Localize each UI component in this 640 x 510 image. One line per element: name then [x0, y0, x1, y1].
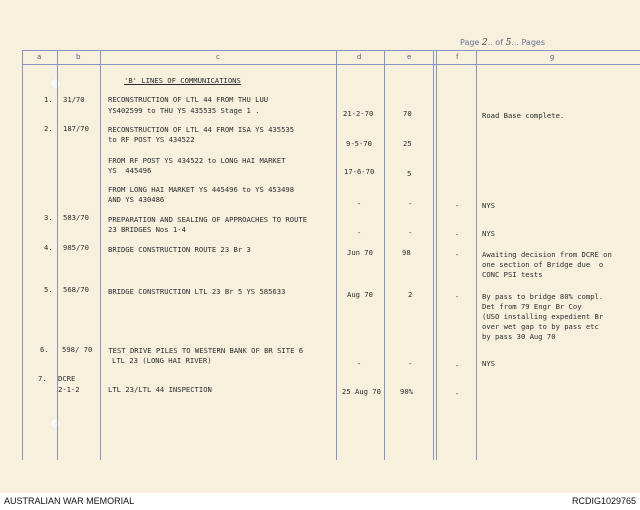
- row-5-remarks-line-5: by pass 30 Aug 70: [482, 332, 556, 341]
- row-3-percent: -: [408, 228, 413, 237]
- row-7-number: 7.: [38, 374, 47, 383]
- row-2-number: 2.: [44, 124, 53, 133]
- column-header-f: f: [456, 53, 459, 61]
- row-2-percent: 25: [403, 139, 412, 148]
- row-3-number: 3.: [44, 213, 53, 222]
- row-6-col-f: -: [455, 361, 460, 370]
- punch-hole-bottom: [50, 418, 61, 429]
- row-4-date: Jun 70: [347, 248, 373, 257]
- row-6-percent: -: [408, 359, 413, 368]
- row-5-ref: 568/70: [63, 285, 89, 294]
- row-2c-desc-line-2: AND YS 430486: [108, 195, 165, 204]
- row-6-desc-line-2: LTL 23 (LONG HAI RIVER): [112, 356, 212, 365]
- row-2-desc-line-1: RECONSTRUCTION OF LTL 44 FROM ISA YS 435535: [108, 125, 295, 134]
- row-3-remarks-line-1: NYS: [482, 229, 495, 238]
- row-2-ref: 187/70: [63, 124, 89, 133]
- row-6-desc-line-1: TEST DRIVE PILES TO WESTERN BANK OF BR SITE 6: [104, 346, 304, 355]
- row-5-desc-line-1: BRIDGE CONSTRUCTION LTL 23 Br 5 YS 585633: [108, 287, 286, 296]
- row-2c-date: -: [357, 199, 362, 208]
- column-line-b: [57, 50, 58, 460]
- row-1-ref: 31/70: [63, 95, 85, 104]
- row-5-remarks-line-2: Det from 79 Engr Br Coy: [482, 302, 582, 311]
- footer-archive-name: AUSTRALIAN WAR MEMORIAL: [4, 496, 135, 506]
- row-2b-percent: 5: [407, 169, 412, 178]
- page-of: of: [495, 38, 504, 47]
- row-3-ref: 583/70: [63, 213, 89, 222]
- row-2c-desc-line-1: FROM LONG HAI MARKET YS 445496 to YS 453498: [108, 185, 295, 194]
- row-7-percent: 90%: [400, 387, 413, 396]
- row-3-desc-line-1: PREPARATION AND SEALING OF APPROACHES TO ROUTE: [108, 215, 308, 224]
- row-4-remarks-line-3: CONC PSI tests: [482, 270, 543, 279]
- row-2-desc-line-2: to RF POST YS 434522: [108, 135, 195, 144]
- row-2c-remarks-line-1: NYS: [482, 201, 495, 210]
- row-1-date: 21-2-70: [343, 109, 374, 118]
- row-7-date: 25 Aug 70: [342, 387, 381, 396]
- row-7-desc-line-1: LTL 23/LTL 44 INSPECTION: [108, 385, 212, 394]
- row-1-desc-line-2: YS402599 to THU YS 435535 Stage 1 .: [108, 106, 260, 115]
- row-4-number: 4.: [44, 243, 53, 252]
- column-header-g: g: [550, 53, 555, 61]
- row-6-date: -: [357, 359, 362, 368]
- row-6-ref: 598/ 70: [62, 345, 93, 354]
- column-line-g: [476, 50, 477, 460]
- column-line-f2: [436, 50, 437, 460]
- row-2c-percent: -: [408, 199, 413, 208]
- row-3-col-f: -: [455, 230, 460, 239]
- row-4-remarks-line-2: one section of Bridge due o: [482, 260, 604, 269]
- row-5-remarks-line-3: (USO installing expedient Br: [482, 312, 604, 321]
- column-header-b: b: [76, 53, 81, 61]
- column-header-d: d: [357, 53, 362, 61]
- row-4-percent: 98: [402, 248, 411, 257]
- column-line-e: [384, 50, 385, 460]
- row-7-col-f: -: [455, 389, 460, 398]
- row-6-number: 6.: [40, 345, 49, 354]
- column-line-d: [336, 50, 337, 460]
- column-line-c: [100, 50, 101, 460]
- column-header-c: c: [216, 53, 220, 61]
- column-header-e: e: [407, 53, 412, 61]
- row-5-remarks-line-1: By pass to bridge 80% compl.: [482, 292, 604, 301]
- row-4-remarks-line-1: Awaiting decision from DCRE on: [482, 250, 612, 259]
- row-3-date: -: [357, 228, 362, 237]
- page-number: 2: [481, 38, 488, 48]
- row-5-col-f: -: [455, 292, 460, 301]
- row-3-desc-line-2: 23 BRIDGES Nos 1-4: [108, 225, 186, 234]
- column-line-f1: [433, 50, 434, 460]
- punch-hole-top: [50, 78, 61, 89]
- table-top-line: [22, 50, 640, 51]
- row-5-date: Aug 70: [347, 290, 373, 299]
- row-4-desc-line-1: BRIDGE CONSTRUCTION ROUTE 23 Br 3: [108, 245, 251, 254]
- row-1-remarks-line-1: Road Base complete.: [482, 111, 565, 120]
- row-2b-date: 17-6-70: [344, 167, 375, 176]
- section-title: 'B' LINES OF COMMUNICATIONS: [124, 76, 241, 85]
- footer-record-id: RCDIG1029765: [571, 496, 636, 506]
- row-1-number: 1.: [44, 95, 53, 104]
- row-2b-desc-line-1: FROM RF POST YS 434522 to LONG HAI MARKET: [108, 156, 286, 165]
- row-2c-col-f: -: [455, 201, 460, 210]
- page-suffix: Pages: [521, 38, 546, 47]
- row-1-desc-line-1: RECONSTRUCTION OF LTL 44 FROM THU LUU: [108, 95, 269, 104]
- row-6-remarks-line-1: NYS: [482, 359, 495, 368]
- row-4-col-f: -: [455, 250, 460, 259]
- row-4-ref: 985/70: [63, 243, 89, 252]
- row-5-remarks-line-4: over wet gap to by pass etc: [482, 322, 599, 331]
- row-5-number: 5.: [44, 285, 53, 294]
- row-2-date: 9-5-70: [346, 139, 372, 148]
- row-5-percent: 2: [408, 290, 413, 299]
- row-7-ref: DCRE 2-1-2: [58, 374, 80, 394]
- page-prefix: Page: [460, 38, 480, 47]
- column-line-a: [22, 50, 23, 460]
- row-2b-desc-line-2: YS 445496: [108, 166, 152, 175]
- row-1-percent: 70: [403, 109, 412, 118]
- page-total: 5: [505, 38, 512, 48]
- header-bottom-line: [22, 64, 640, 65]
- column-header-a: a: [37, 53, 42, 61]
- page-info: Page 2.. of 5... Pages: [460, 38, 546, 48]
